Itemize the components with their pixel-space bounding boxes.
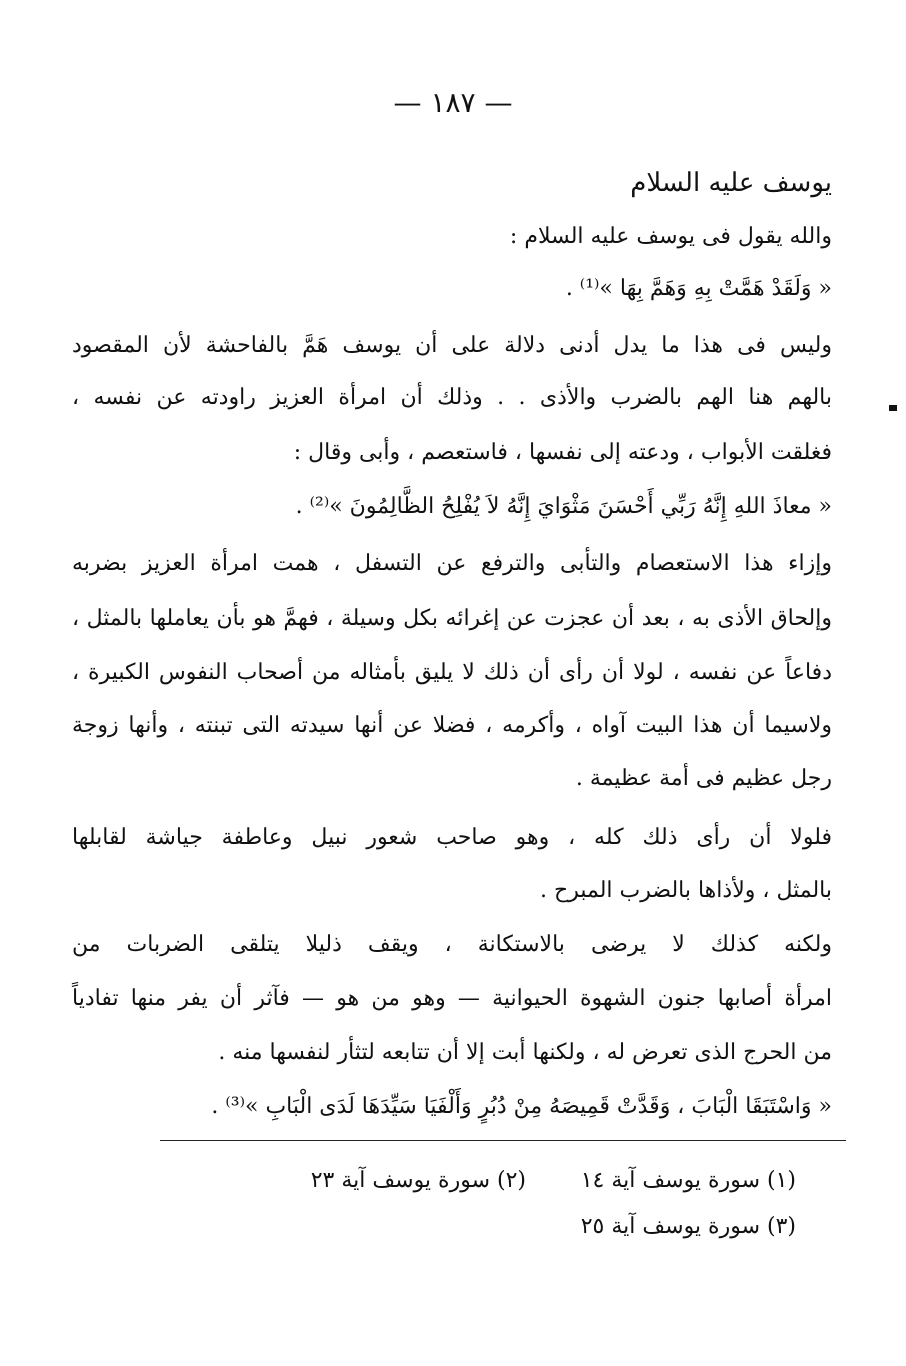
footnote-2: (٢) سورة يوسف آية ٢٣ — [310, 1168, 526, 1193]
footnote-divider — [160, 1140, 846, 1141]
text-line: امرأة أصابها جنون الشهوة الحيوانية — وهو من هو — فآثر أن يفر منها تفادياً — [72, 986, 832, 1011]
text-line: ولكنه كذلك لا يرضى بالاستكانة ، ويقف ذليلا يتلقى الضربات من — [72, 932, 832, 957]
text-line: دفاعاً عن نفسه ، لولا أن رأى أن ذلك لا يليق بأمثاله من أصحاب النفوس الكبيرة ، — [72, 660, 832, 685]
quran-quote: « معاذَ اللهِ إِنَّهُ رَبِّي أَحْسَنَ مَثْوَايَ إِنَّهُ لاَ يُفْلِحُ الظَّالِمُونَ »⁽²⁾ . — [295, 494, 832, 519]
text-line: من الحرج الذى تعرض له ، ولكنها أبت إلا أن تتابعه لتثأر لنفسها منه . — [218, 1040, 832, 1065]
section-heading: يوسف عليه السلام — [630, 168, 832, 198]
footnote-3: (٣) سورة يوسف آية ٢٥ — [580, 1214, 796, 1239]
margin-mark — [889, 405, 897, 411]
text-line: ولاسيما أن هذا البيت آواه ، وأكرمه ، فضلا عن أنها سيدته التى تبنته ، وأنها زوجة — [72, 713, 832, 738]
quran-quote: « وَلَقَدْ هَمَّتْ بِهِ وَهَمَّ بِهَا »⁽¹⁾ . — [565, 276, 832, 301]
text-line: فغلقت الأبواب ، ودعته إلى نفسها ، فاستعصم ، وأبى وقال : — [293, 440, 832, 465]
quran-quote: « وَاسْتَبَقَا الْبَابَ ، وَقَدَّتْ قَمِيصَهُ مِنْ دُبُرٍ وَأَلْفَيَا سَيِّدَهَا لَدَى الْبَابِ »⁽³⁾ . — [211, 1094, 832, 1119]
page-number: — ١٨٧ — — [393, 86, 513, 119]
text-line: بالمثل ، ولأذاها بالضرب المبرح . — [540, 878, 832, 903]
text-line: وليس فى هذا ما يدل أدنى دلالة على أن يوسف هَمَّ بالفاحشة لأن المقصود — [72, 333, 832, 358]
text-line: والله يقول فى يوسف عليه السلام : — [509, 224, 832, 249]
text-line: رجل عظيم فى أمة عظيمة . — [575, 766, 832, 791]
text-line: بالهم هنا الهم بالضرب والأذى . . وذلك أن امرأة العزيز راودته عن نفسه ، — [72, 385, 832, 410]
footnote-1: (١) سورة يوسف آية ١٤ — [580, 1168, 796, 1193]
text-line: فلولا أن رأى ذلك كله ، وهو صاحب شعور نبيل وعاطفة جياشة لقابلها — [72, 825, 832, 850]
text-line: وإلحاق الأذى به ، بعد أن عجزت عن إغرائه بكل وسيلة ، فهمَّ هو بأن يعاملها بالمثل ، — [72, 606, 832, 631]
text-line: وإزاء هذا الاستعصام والتأبى والترفع عن التسفل ، همت امرأة العزيز بضربه — [72, 551, 832, 576]
